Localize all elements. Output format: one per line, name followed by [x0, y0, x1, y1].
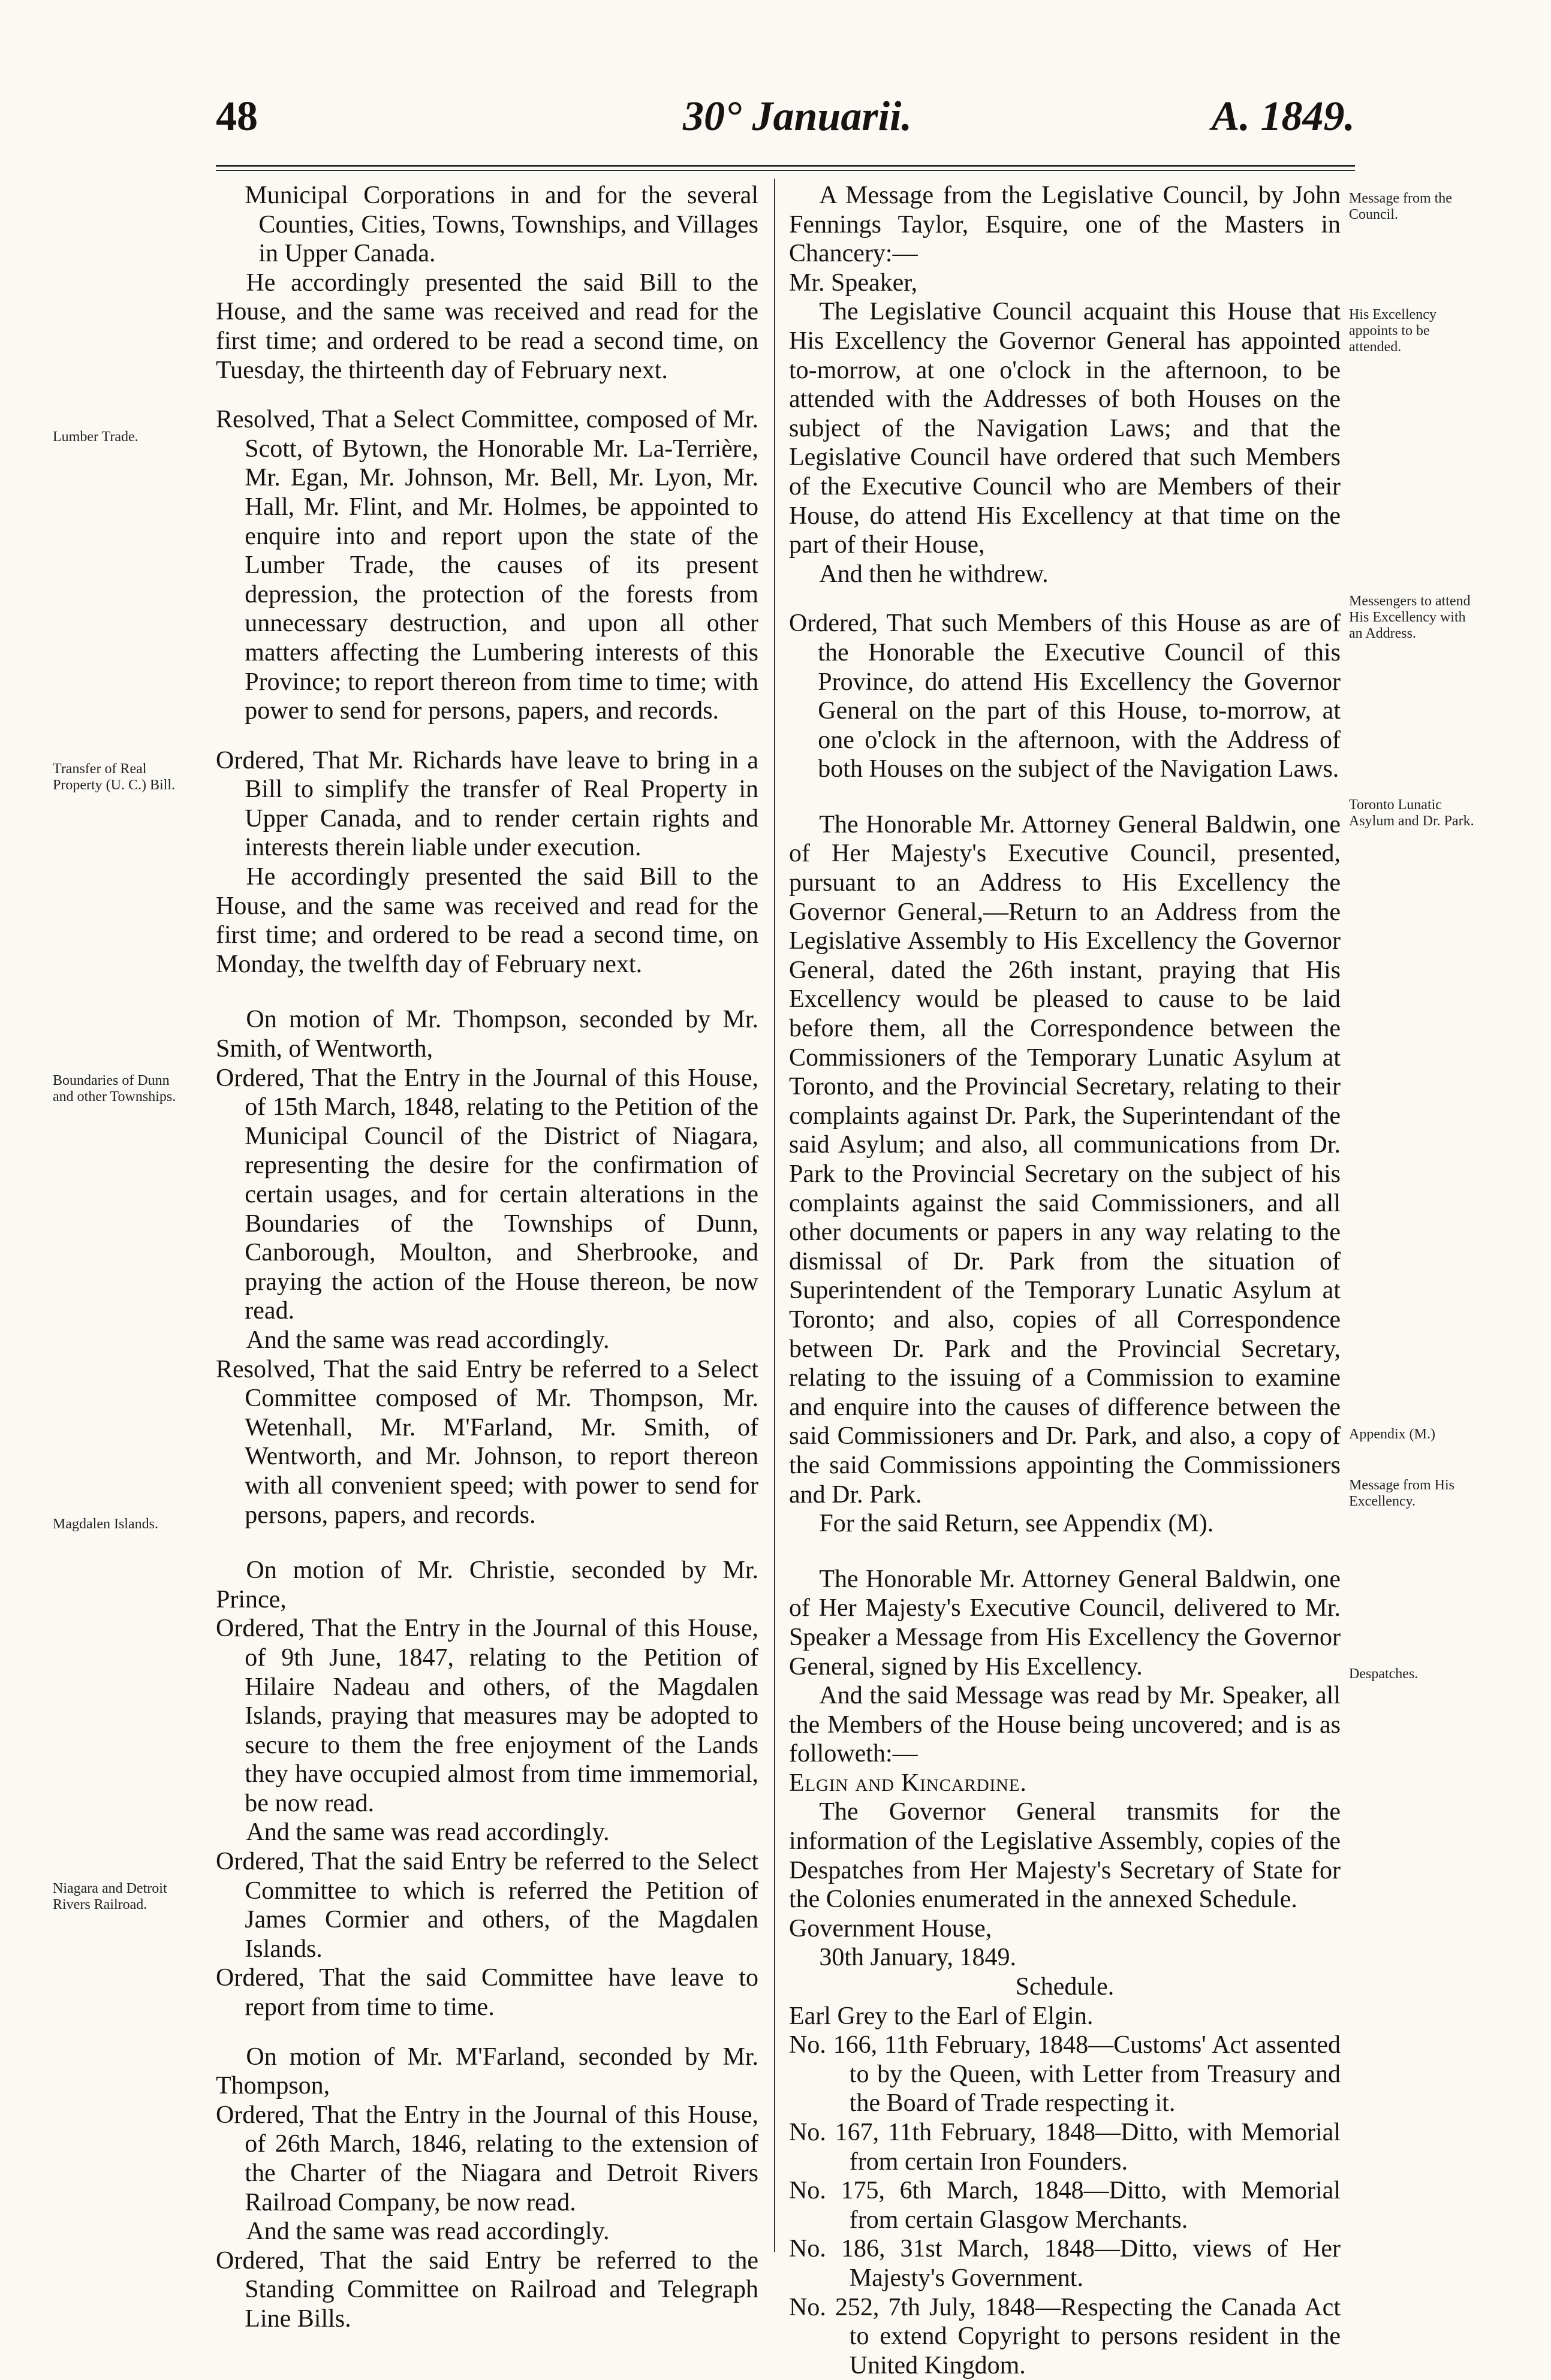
margin-note: Lumber Trade. — [53, 429, 138, 445]
paragraph: A Message from the Legislative Council, by John Fennings Taylor, Esquire, one of the Masters in Chancery:— — [789, 182, 1341, 268]
margin-note: Niagara and Detroit Rivers Railroad. — [53, 1881, 167, 1913]
margin-note: Despatches. — [1349, 1666, 1419, 1682]
paragraph: And the same was read accordingly. — [246, 2218, 610, 2246]
paragraph: And then he withdrew. — [819, 560, 1049, 588]
paragraph: For the said Return, see Appendix (M). — [819, 1510, 1214, 1538]
page-number: 48 — [216, 93, 258, 140]
paragraph: He accordingly presented the said Bill to the House, and the same was received and read for the first time; and ordered to be read a second time, on Tuesday, the thirteenth day of February next. — [216, 269, 758, 384]
paragraph: Ordered, That the Entry in the Journal of this House, of 26th March, 1846, relating to the extension of the Charter of the Niagara and Detroit Rivers Railroad Company, be now read. — [216, 2101, 758, 2216]
margin-note: Messengers to attend His Excellency with an Address. — [1349, 593, 1471, 641]
column-divider — [774, 179, 775, 2252]
paragraph: Ordered, That Mr. Richards have leave to bring in a Bill to simplify the transfer of Real Property in Upper Canada, and to render certain rights and interests therein liable under execution. — [216, 746, 758, 862]
margin-note: Message from His Excellency. — [1349, 1477, 1454, 1509]
margin-note: Transfer of Real Property (U. C.) Bill. — [53, 761, 175, 793]
paragraph: The Honorable Mr. Attorney General Baldwin, one of Her Majesty's Executive Council, delivered to Mr. Speaker a Message from His Excellency the Governor General, signed by His Excellency. — [789, 1565, 1341, 1681]
margin-note: Message from the Council. — [1349, 191, 1452, 222]
paragraph: Ordered, That the said Entry be referred to the Standing Committee on Railroad and Telegraph Line Bills. — [216, 2246, 758, 2333]
paragraph: 30th January, 1849. — [819, 1944, 1016, 1972]
margin-note: Appendix (M.) — [1349, 1426, 1435, 1442]
paragraph: Ordered, That the said Committee have leave to report from time to time. — [216, 1964, 758, 2022]
schedule-item: No. 167, 11th February, 1848—Ditto, with Memorial from certain Iron Founders. — [789, 2119, 1341, 2176]
paragraph: And the said Message was read by Mr. Speaker, all the Members of the House being uncovered; and is as followeth:— — [789, 1682, 1341, 1768]
schedule-item: No. 252, 7th July, 1848—Respecting the Canada Act to extend Copyright to persons resident in the United Kingdom. — [789, 2293, 1341, 2379]
right-column — [789, 181, 1341, 2379]
paragraph: The Honorable Mr. Attorney General Baldwin, one of Her Majesty's Executive Council, presented, pursuant to an Address to His Excellency the Governor General,—Return to an Address from the Legislative Assembly to His Excellency the Governor General, dated the 26th instant, praying that His Excellency would be pleased to cause to be laid before them, all the Correspondence between the Commissioners of the Temporary Lunatic Asylum at Toronto, and the Provincial Secretary, relating to their complaints against Dr. Park, the Superintendant of the said Asylum; and also, all communications from Dr. Park to the Provincial Secretary on the subject of his complaints against the said Commissioners, and all other documents or papers in any way relating to the dismissal of Dr. Park from the situation of Superintendent of the Temporary Lunatic Asylum at Toronto; and also, copies of all Correspondence between Dr. Park and the Provincial Secretary, relating to the issuing of a Commission to examine and enquire into the causes of difference between the said Commissioners and Dr. Park, and also, a copy of the said Commissions appointing the Commissioners and Dr. Park. — [789, 810, 1341, 1509]
paragraph: On motion of Mr. Thompson, seconded by Mr. Smith, of Wentworth, — [216, 1006, 758, 1063]
margin-note: Boundaries of Dunn and other Townships. — [53, 1073, 176, 1105]
paragraph: Earl Grey to the Earl of Elgin. — [789, 2002, 1094, 2030]
paragraph: On motion of Mr. Christie, seconded by Mr. Prince, — [216, 1556, 758, 1613]
schedule-heading: Schedule. — [1015, 1973, 1115, 2001]
margin-note: Magdalen Islands. — [53, 1516, 158, 1532]
paragraph: And the same was read accordingly. — [246, 1818, 610, 1847]
signature-line: Elgin and Kincardine. — [789, 1769, 1027, 1797]
paragraph: Ordered, That the Entry in the Journal of this House, of 9th June, 1847, relating to the Petition of Hilaire Nadeau and others, of the Magdalen Islands, praying that measures may be adopted to secure to them the free enjoyment of the Lands they have occupied almost from time immemorial, be now read. — [216, 1615, 758, 1817]
header-rule-thin — [216, 170, 1355, 171]
paragraph: Municipal Corporations in and for the several Counties, Cities, Towns, Townships, and Villages in Upper Canada. — [245, 182, 758, 268]
schedule-item: No. 175, 6th March, 1848—Ditto, with Memorial from certain Glasgow Merchants. — [789, 2177, 1341, 2234]
running-head-date: 30° Januarii. — [683, 93, 912, 140]
paragraph: Resolved, That a Select Committee, composed of Mr. Scott, of Bytown, the Honorable Mr. La-Terrière, Mr. Egan, Mr. Johnson, Mr. Bell, Mr. Lyon, Mr. Hall, Mr. Flint, and Mr. Holmes, be appointed to enquire into and report upon the state of the Lumber Trade, the causes of its present depression, the protection of the forests from unnecessary destruction, and upon all other matters affecting the Lumbering interests of this Province; to report thereon from time to time; with power to send for persons, papers, and records. — [216, 406, 758, 725]
paragraph: The Governor General transmits for the information of the Legislative Assembly, copies of the Despatches from Her Majesty's Secretary of State for the Colonies enumerated in the annexed Schedule. — [789, 1798, 1341, 1914]
paragraph: Mr. Speaker, — [789, 269, 918, 297]
paragraph: The Legislative Council acquaint this House that His Excellency the Governor General has appointed to-morrow, at one o'clock in the afternoon, to be attended with the Addresses of both Houses on the subject of the Navigation Laws; and that the Legislative Council have ordered that such Members of the Executive Council who are Members of their House, do attend His Excellency at that time on the part of their House, — [789, 298, 1341, 559]
header-rule — [216, 165, 1355, 167]
paragraph: Ordered, That such Members of this House as are of the Honorable the Executive Council of this Province, do attend His Excellency the Governor General on the part of this House, to-morrow, at one o'clock in the afternoon, with the Address of both Houses on the subject of the Navigation Laws. — [789, 610, 1341, 783]
margin-note: His Excellency appoints to be attended. — [1349, 307, 1436, 355]
margin-note: Toronto Lunatic Asylum and Dr. Park. — [1349, 797, 1474, 829]
left-column — [216, 181, 758, 2333]
paragraph: Government House, — [789, 1914, 992, 1942]
paragraph: Ordered, That the said Entry be referred to the Select Committee to which is referred the Petition of James Cormier and others, of the Magdalen Islands. — [216, 1848, 758, 1963]
paragraph: He accordingly presented the said Bill to the House, and the same was received and read for the first time; and ordered to be read a second time, on Monday, the twelfth day of February next. — [216, 863, 758, 978]
schedule-item: No. 186, 31st March, 1848—Ditto, views of Her Majesty's Government. — [789, 2235, 1341, 2292]
paragraph: And the same was read accordingly. — [246, 1326, 610, 1354]
paragraph: Ordered, That the Entry in the Journal of this House, of 15th March, 1848, relating to the Petition of the Municipal Council of the District of Niagara, representing the desire for the confirmation of certain usages, and for certain alterations in the Boundaries of the Townships of Dunn, Canborough, Moulton, and Sherbrooke, and praying the action of the House thereon, be now read. — [216, 1064, 758, 1325]
paragraph: Resolved, That the said Entry be referred to a Select Committee composed of Mr. Thompson, Mr. Wetenhall, Mr. M'Farland, Mr. Smith, of Wentworth, and Mr. Johnson, to report thereon with all convenient speed; with power to send for persons, papers, and records. — [216, 1355, 758, 1529]
running-head-year: A. 1849. — [1211, 93, 1355, 140]
schedule-item: No. 166, 11th February, 1848—Customs' Act assented to by the Queen, with Letter from Treasury and the Board of Trade respecting it. — [789, 2031, 1341, 2117]
paragraph: On motion of Mr. M'Farland, seconded by Mr. Thompson, — [216, 2043, 758, 2100]
